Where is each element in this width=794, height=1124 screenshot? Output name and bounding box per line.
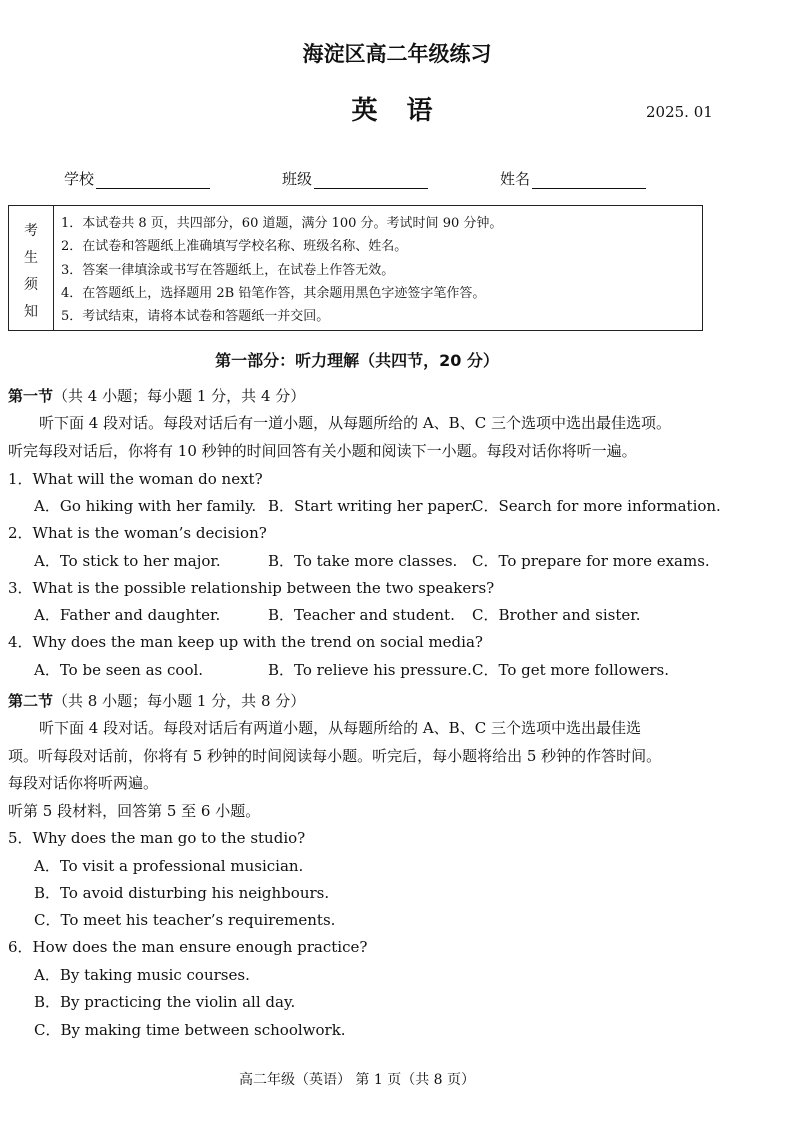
name-blank <box>532 172 646 189</box>
notice-item: 5．考试结束，请将本试卷和答题纸一并交回。 <box>61 309 330 325</box>
school-blank <box>96 172 210 189</box>
question-4-option-b: B．To relieve his pressure. <box>268 661 472 679</box>
section1-label: 第一节 <box>8 387 54 405</box>
exam-date: 2025. 01 <box>646 103 713 121</box>
section1-instruction-line1: 听下面 4 段对话。每段对话后有一道小题，从每题所给的 A、B、C 三个选项中选出最佳选项。 <box>39 414 671 432</box>
notice-side-char: 知 <box>24 304 38 320</box>
question-4-option-c: C．To get more followers. <box>472 661 670 679</box>
notice-item: 4．在答题纸上，选择题用 2B 铅笔作答，其余题用黑色字迹签字笔作答。 <box>61 285 486 301</box>
question-2-option-c: C．To prepare for more exams. <box>472 552 710 570</box>
section2-info: （共 8 小题；每小题 1 分，共 8 分） <box>53 692 306 710</box>
section1-instruction-line2: 听完每段对话后，你将有 10 秒钟的时间回答有关小题和阅读下一小题。每段对话你将听一遍。 <box>8 442 637 460</box>
question-5-option-b: B．To avoid disturbing his neighbours. <box>34 884 330 902</box>
section2-instruction-line2: 项。听每段对话前，你将有 5 秒钟的时间阅读每小题。听完后，每小题将给出 5 秒钟的作答时间。 <box>8 747 662 765</box>
question-2-stem: 2．What is the woman’s decision? <box>8 524 267 542</box>
section2-label: 第二节 <box>8 692 54 710</box>
notice-side-char: 须 <box>24 277 38 293</box>
section1-header <box>8 385 305 406</box>
section2-instruction-line1: 听下面 4 段对话。每段对话后有两道小题，从每题所给的 A、B、C 三个选项中选出最佳选 <box>39 719 641 737</box>
notice-item: 2．在试卷和答题纸上准确填写学校名称、班级名称、姓名。 <box>61 239 408 255</box>
question-3-stem: 3．What is the possible relationship between the two speakers? <box>8 579 495 597</box>
exam-subject: 英 语 <box>351 96 443 126</box>
class-label: 班级 <box>282 170 313 188</box>
section2-material-note: 听第 5 段材料，回答第 5 至 6 小题。 <box>8 802 261 820</box>
question-1-option-c: C．Search for more information. <box>472 497 721 515</box>
notice-side-label <box>9 206 54 330</box>
notice-list <box>61 212 502 328</box>
question-5-option-a: A．To visit a professional musician. <box>34 857 304 875</box>
question-3-option-a: A．Father and daughter. <box>34 606 221 624</box>
notice-side-char: 生 <box>24 250 38 266</box>
name-field <box>500 168 646 189</box>
page-footer: 高二年级（英语） 第 1 页（共 8 页） <box>238 1072 476 1088</box>
question-3-option-c: C．Brother and sister. <box>472 606 641 624</box>
question-5-option-c: C．To meet his teacher’s requirements. <box>34 911 336 929</box>
school-label: 学校 <box>64 170 95 188</box>
school-field <box>64 168 210 189</box>
question-5-stem: 5．Why does the man go to the studio? <box>8 829 306 847</box>
notice-side-char: 考 <box>24 223 38 239</box>
question-4-option-a: A．To be seen as cool. <box>34 661 204 679</box>
question-1-stem: 1．What will the woman do next? <box>8 470 263 488</box>
question-1-option-a: A．Go hiking with her family. <box>34 497 257 515</box>
section2-header <box>8 690 305 711</box>
question-3-option-b: B．Teacher and student. <box>268 606 455 624</box>
question-6-option-a: A．By taking music courses. <box>34 966 250 984</box>
section1-info: （共 4 小题；每小题 1 分，共 4 分） <box>53 387 306 405</box>
section2-instruction-line3: 每段对话你将听两遍。 <box>8 774 159 792</box>
exam-title: 海淀区高二年级练习 <box>302 41 492 66</box>
class-field <box>282 168 428 189</box>
notice-item: 1．本试卷共 8 页，共四部分，60 道题，满分 100 分。考试时间 90 分钟。 <box>61 216 503 231</box>
question-2-option-a: A．To stick to her major. <box>34 552 221 570</box>
question-2-option-b: B．To take more classes. <box>268 552 458 570</box>
question-1-option-b: B．Start writing her paper. <box>268 497 475 515</box>
name-label: 姓名 <box>500 170 531 188</box>
question-4-stem: 4．Why does the man keep up with the trend on social media? <box>8 633 483 651</box>
class-blank <box>314 172 428 189</box>
part1-heading: 第一部分：听力理解（共四节，20 分） <box>215 351 499 370</box>
question-6-option-c: C．By making time between schoolwork. <box>34 1021 346 1039</box>
exam-notice-box <box>8 205 703 331</box>
notice-item: 3．答案一律填涂或书写在答题纸上，在试卷上作答无效。 <box>61 262 395 278</box>
question-6-stem: 6．How does the man ensure enough practice? <box>8 938 368 956</box>
question-6-option-b: B．By practicing the violin all day. <box>34 993 296 1011</box>
